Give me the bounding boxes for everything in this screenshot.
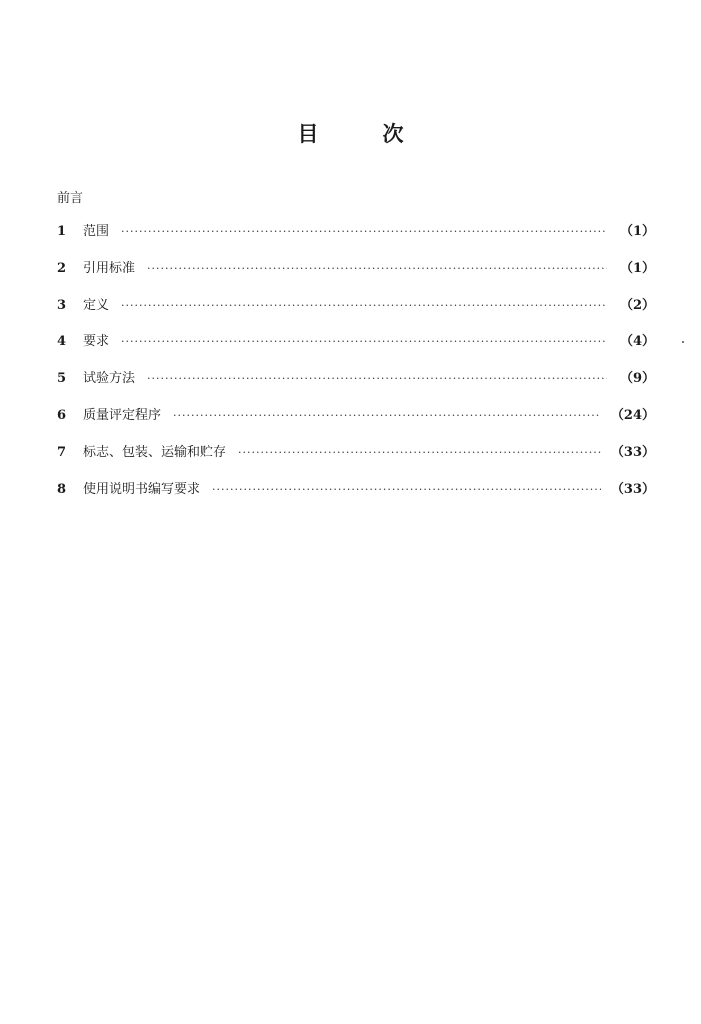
toc-leader-dots <box>238 446 601 459</box>
toc-entry <box>57 441 655 478</box>
toc-entry <box>57 257 655 294</box>
toc-entry-title: 范围 <box>83 224 110 239</box>
toc-entry <box>57 330 655 367</box>
toc-entry-page: （2） <box>619 297 655 313</box>
toc-leader-dots <box>147 372 607 385</box>
toc-entry <box>57 404 655 441</box>
toc-entry-number: 2 <box>57 260 67 276</box>
scan-speck <box>682 341 684 343</box>
toc-leader-dots <box>121 299 607 312</box>
toc-entry-number: 3 <box>57 297 67 313</box>
toc-entry-page: （1） <box>619 260 655 276</box>
page-title <box>0 118 701 148</box>
toc-entry-title: 要求 <box>83 334 110 350</box>
toc-entry-number: 7 <box>57 444 67 460</box>
toc-leader-dots <box>147 262 607 275</box>
toc-entry-number: 1 <box>57 224 67 239</box>
toc-entry <box>57 220 655 257</box>
toc-entry-page: （33） <box>610 444 655 460</box>
toc-leader-dots <box>121 225 607 238</box>
toc-entry-title: 质量评定程序 <box>83 407 162 423</box>
toc-entry-page: （1） <box>619 224 655 239</box>
toc-entry <box>57 294 655 331</box>
toc-entry-page: （24） <box>610 407 655 423</box>
toc-leader-dots <box>121 335 607 348</box>
toc-entry-number: 4 <box>57 334 67 350</box>
toc-entry-number: 6 <box>57 407 67 423</box>
toc-entry <box>57 367 655 404</box>
toc-entry-title: 引用标准 <box>83 260 136 276</box>
table-of-contents <box>57 220 655 514</box>
toc-entry-number: 5 <box>57 371 67 387</box>
toc-entry-page: （33） <box>610 481 655 497</box>
toc-leader-dots <box>212 483 601 496</box>
page-title-char-2: 次 <box>382 121 404 146</box>
page-title-char-1: 目 <box>297 121 319 146</box>
toc-entry-title: 试验方法 <box>83 371 136 387</box>
toc-preface: 前言 <box>57 191 84 206</box>
toc-entry-number: 8 <box>57 481 67 497</box>
toc-leader-dots <box>173 409 601 422</box>
toc-entry-page: （4） <box>619 334 655 350</box>
toc-entry-title: 定义 <box>83 297 110 313</box>
toc-entry-page: （9） <box>619 371 655 387</box>
toc-entry-title: 标志、包装、运输和贮存 <box>83 444 227 460</box>
toc-entry <box>57 478 655 515</box>
toc-entry-title: 使用说明书编写要求 <box>83 481 201 497</box>
